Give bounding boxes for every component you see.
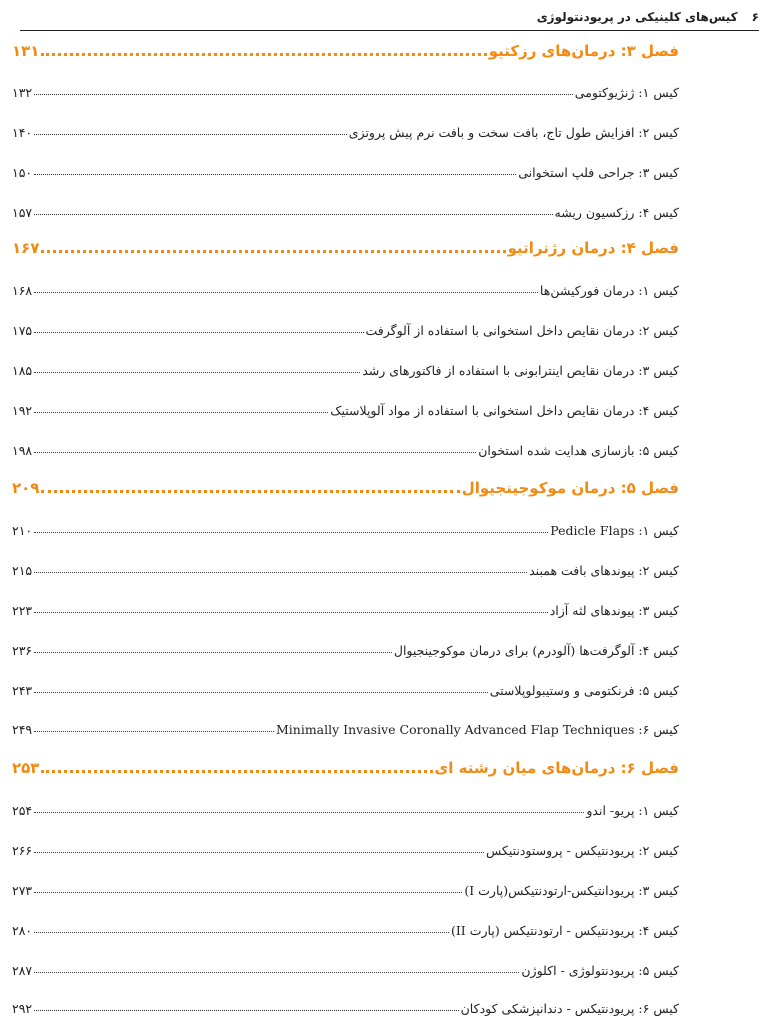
leader-dots <box>34 652 392 653</box>
toc-entry[interactable] <box>12 956 679 978</box>
leader-dots <box>34 372 360 373</box>
toc-entry[interactable] <box>12 796 679 818</box>
toc-entry-title: کیس ۴: رزکسیون ریشه <box>554 205 679 220</box>
toc-page-number: ۲۱۵ <box>12 563 33 578</box>
toc-entry-title <box>550 523 679 538</box>
toc-chapter[interactable] <box>12 38 679 60</box>
toc-entry-title: کیس ۲: پریودنتیکس - پروستودنتیکس <box>486 843 679 858</box>
leader-dots <box>41 770 432 773</box>
leader-dots <box>34 292 538 293</box>
toc-entry[interactable] <box>12 356 679 378</box>
leader-dots <box>34 532 548 533</box>
toc-entry[interactable] <box>12 876 679 898</box>
leader-dots <box>34 94 573 95</box>
toc-entry-title: کیس ۳: جراحی فلپ استخوانی <box>518 165 679 180</box>
toc-entry-prefix: کیس ۱: <box>638 523 679 538</box>
toc-entry[interactable] <box>12 198 679 220</box>
toc-entry[interactable] <box>12 158 679 180</box>
toc-page-number: ۲۶۶ <box>12 843 33 858</box>
toc-chapter[interactable] <box>12 475 679 497</box>
leader-dots <box>34 174 516 175</box>
toc-entry[interactable] <box>12 636 679 658</box>
leader-dots <box>34 612 548 613</box>
toc-entry[interactable] <box>12 276 679 298</box>
toc-entry[interactable] <box>12 436 679 458</box>
toc-entry[interactable] <box>12 556 679 578</box>
toc-page-number: ۱۴۰ <box>12 125 33 140</box>
leader-dots <box>34 892 462 893</box>
leader-dots <box>34 412 328 413</box>
leader-dots <box>34 852 484 853</box>
toc-entry[interactable] <box>12 316 679 338</box>
toc-entry-title: کیس ۱: ژنژیوکتومی <box>574 85 679 100</box>
toc-chapter-title: فصل ۳: درمان‌های رزکتیو <box>488 42 679 60</box>
toc-entry[interactable] <box>12 396 679 418</box>
book-title: کیس‌های کلینیکی در پریودنتولوژی <box>536 10 738 24</box>
toc-entry-title: کیس ۲: پیوندهای بافت همبند <box>529 563 679 578</box>
leader-dots <box>34 214 552 215</box>
toc-entry[interactable] <box>12 994 679 1016</box>
toc-page-number: ۲۹۲ <box>12 1001 33 1016</box>
toc-entry-title: کیس ۳: پیوندهای لثه آزاد <box>549 603 679 618</box>
toc-page-number: ۲۰۹ <box>12 479 40 497</box>
toc-chapter-title: فصل ۵: درمان موکوجینجیوال <box>461 479 679 497</box>
toc-page-number: ۱۵۷ <box>12 205 33 220</box>
leader-dots <box>34 1010 458 1011</box>
running-head <box>20 4 759 31</box>
toc-entry-title: کیس ۴: آلوگرفت‌ها (آلودرم) برای درمان موکوجینجیوال <box>393 643 679 658</box>
page-number: ۶ <box>751 10 759 24</box>
toc-page-number: ۲۵۴ <box>12 803 33 818</box>
leader-dots <box>41 490 459 493</box>
toc-page-number: ۱۳۱ <box>12 42 40 60</box>
toc-chapter[interactable] <box>12 755 679 777</box>
toc-entry-title: کیس ۳: پریودانتیکس-ارتودنتیکس(پارت I) <box>464 883 679 898</box>
toc-entry-title: کیس ۱: درمان فورکیشن‌ها <box>539 283 679 298</box>
leader-dots <box>41 53 486 56</box>
toc-page-number: ۱۶۸ <box>12 283 33 298</box>
toc-entry-title: کیس ۵: پریودنتولوژی - اکلوژن <box>521 963 679 978</box>
leader-dots <box>41 250 505 253</box>
leader-dots <box>34 812 584 813</box>
toc-page-number: ۲۸۷ <box>12 963 33 978</box>
toc-entry[interactable] <box>12 836 679 858</box>
toc-page-number: ۲۴۳ <box>12 683 33 698</box>
toc-entry[interactable] <box>12 78 679 100</box>
toc-page-number: ۲۳۶ <box>12 643 33 658</box>
leader-dots <box>34 932 449 933</box>
toc-chapter-title: فصل ۶: درمان‌های میان رشته ای <box>434 759 679 777</box>
toc-entry[interactable] <box>12 596 679 618</box>
toc-entry-title: کیس ۶: پریودنتیکس - دندانپزشکی کودکان <box>460 1001 679 1016</box>
toc-entry-title: کیس ۴: درمان نقایص داخل استخوانی با استفاده از مواد آلوپلاستیک <box>330 403 679 418</box>
toc-page-number: ۱۵۰ <box>12 165 33 180</box>
toc-page-number: ۲۷۳ <box>12 883 33 898</box>
toc-entry[interactable] <box>12 516 679 538</box>
toc-chapter-title: فصل ۴: درمان رژنراتیو <box>507 239 679 257</box>
toc-entry[interactable] <box>12 916 679 938</box>
toc-page-number: ۲۸۰ <box>12 923 33 938</box>
toc-entry-latin: Pedicle Flaps <box>550 523 635 538</box>
toc-page-number: ۱۹۸ <box>12 443 33 458</box>
toc-entry-title: کیس ۵: بازسازی هدایت شده استخوان <box>478 443 679 458</box>
toc-entry-title <box>276 722 679 737</box>
leader-dots <box>34 572 527 573</box>
toc-entry[interactable] <box>12 676 679 698</box>
toc-entry-title: کیس ۲: افزایش طول تاج، بافت سخت و بافت نرم پیش پروتزی <box>348 125 679 140</box>
toc-page-number: ۱۳۲ <box>12 85 33 100</box>
toc-entry-title: کیس ۳: درمان نقایص اینترابونی با استفاده از فاکتورهای رشد <box>362 363 679 378</box>
toc-entry-title: کیس ۲: درمان نقایص داخل استخوانی با استفاده از آلوگرفت <box>365 323 679 338</box>
leader-dots <box>34 452 476 453</box>
toc-page-number: ۱۷۵ <box>12 323 33 338</box>
toc-entry-title: کیس ۵: فرنکتومی و وستیبولوپلاستی <box>489 683 679 698</box>
toc-entry-title: کیس ۴: پریودنتیکس - ارتودنتیکس (پارت II) <box>450 923 679 938</box>
toc-page-number: ۲۱۰ <box>12 523 33 538</box>
toc-page-number: ۲۵۳ <box>12 759 40 777</box>
toc-page-number: ۱۸۵ <box>12 363 33 378</box>
toc-entry[interactable] <box>12 118 679 140</box>
toc-page-number: ۱۹۲ <box>12 403 33 418</box>
toc-entry[interactable] <box>12 715 679 737</box>
leader-dots <box>34 972 519 973</box>
leader-dots <box>34 731 274 732</box>
toc-chapter[interactable] <box>12 235 679 257</box>
toc-page-number: ۱۶۷ <box>12 239 40 257</box>
toc-entry-prefix: کیس ۶: <box>638 722 679 737</box>
leader-dots <box>34 692 488 693</box>
toc-entry-title: کیس ۱: پریو- اندو <box>586 803 679 818</box>
leader-dots <box>34 332 363 333</box>
toc-entry-latin: Minimally Invasive Coronally Advanced Flap Techniques <box>275 722 635 737</box>
toc-page-number: ۲۲۳ <box>12 603 33 618</box>
leader-dots <box>34 134 347 135</box>
toc-page-number: ۲۴۹ <box>12 722 33 737</box>
